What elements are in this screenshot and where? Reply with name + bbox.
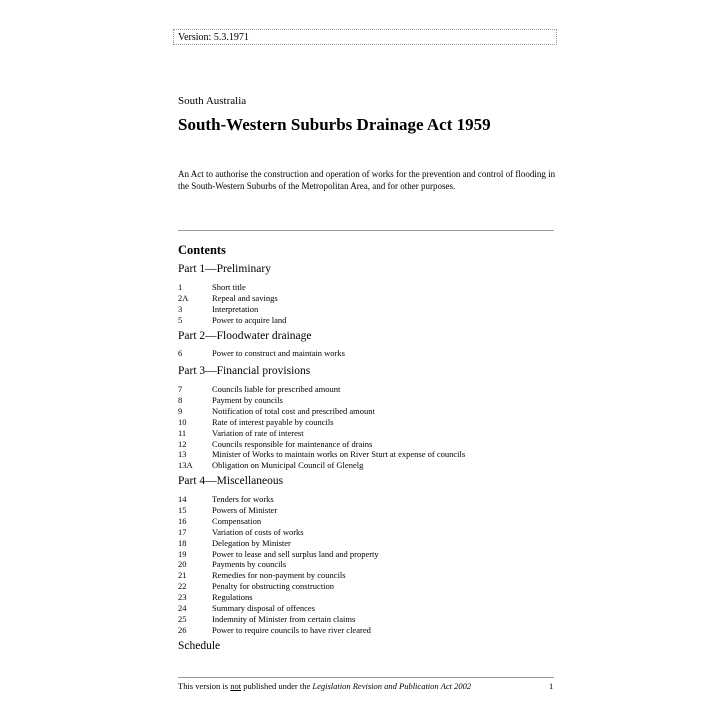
part-heading[interactable]: Part 3—Financial provisions	[178, 365, 311, 377]
section-number: 6	[178, 348, 183, 358]
section-title: Compensation	[212, 515, 262, 526]
section-number: 3	[178, 303, 183, 314]
section-number: 21	[178, 570, 187, 581]
toc-entry[interactable]	[178, 406, 375, 417]
toc-entry[interactable]	[178, 614, 355, 625]
footer-act-name: Legislation Revision and Publication Act 2002	[312, 681, 472, 691]
section-title: Tenders for works	[212, 494, 274, 504]
section-number: 14	[178, 494, 187, 504]
toc-entry[interactable]	[178, 494, 274, 505]
section-number: 12	[178, 438, 187, 449]
section-title: Interpretation	[212, 303, 259, 314]
long-title: An Act to authorise the construction and operation of works for the prevention and control of flooding in the South-Western Suburbs of the Metropolitan Area, and for other purposes.	[178, 169, 556, 191]
section-number: 10	[178, 416, 187, 427]
toc-entry[interactable]	[178, 527, 304, 538]
section-number: 24	[178, 603, 187, 613]
section-title: Repeal and savings	[212, 292, 278, 303]
section-number: 20	[178, 559, 187, 570]
toc-entry[interactable]	[178, 581, 334, 592]
section-title: Variation of costs of works	[212, 526, 304, 537]
toc-entry[interactable]	[178, 439, 372, 450]
toc-entry[interactable]	[178, 549, 379, 560]
section-title: Short title	[212, 282, 246, 292]
section-number: 5	[178, 314, 183, 325]
section-title: Notification of total cost and prescribed amount	[212, 405, 375, 416]
section-number: 16	[178, 515, 187, 526]
toc-entry[interactable]	[178, 516, 261, 527]
toc-entry[interactable]	[178, 570, 346, 581]
footer-divider	[178, 677, 554, 678]
section-number: 7	[178, 384, 183, 394]
section-number: 13	[178, 449, 187, 460]
footer-text-underlined: not	[230, 681, 242, 691]
section-title: Power to lease and sell surplus land and property	[212, 548, 379, 559]
section-number: 8	[178, 394, 183, 405]
section-title: Minister of Works to maintain works on River Sturt at expense of councils	[212, 449, 466, 460]
section-title: Councils liable for prescribed amount	[212, 384, 341, 394]
toc-entry[interactable]	[178, 293, 278, 304]
section-title: Summary disposal of offences	[212, 603, 316, 613]
toc-entry[interactable]	[178, 384, 340, 395]
section-title: Councils responsible for maintenance of drains	[212, 438, 373, 449]
toc-entry[interactable]	[178, 460, 363, 471]
section-title: Payment by councils	[212, 394, 283, 405]
section-title: Payments by councils	[212, 559, 287, 570]
toc-entry[interactable]	[178, 428, 304, 439]
footer-text-middle: published under the	[241, 681, 313, 691]
section-title: Variation of rate of interest	[212, 427, 304, 438]
toc-entry[interactable]	[178, 348, 345, 359]
section-number: 23	[178, 592, 187, 603]
toc-entry[interactable]	[178, 395, 283, 406]
section-title: Obligation on Municipal Council of Glenelg	[212, 460, 364, 471]
section-title: Remedies for non-payment by councils	[212, 570, 346, 581]
toc-entry[interactable]	[178, 592, 253, 603]
toc-entry[interactable]	[178, 559, 286, 570]
part-heading[interactable]: Part 2—Floodwater drainage	[178, 330, 312, 342]
toc-entry[interactable]	[178, 625, 371, 636]
section-number: 18	[178, 537, 187, 548]
section-title: Regulations	[212, 592, 253, 603]
page-number: 1	[549, 681, 554, 691]
jurisdiction: South Australia	[178, 95, 247, 107]
section-number: 17	[178, 526, 187, 537]
schedule-heading[interactable]: Schedule	[178, 640, 221, 652]
toc-entry[interactable]	[178, 315, 286, 326]
section-number: 25	[178, 613, 187, 624]
toc-entry[interactable]	[178, 417, 334, 428]
toc-entry[interactable]	[178, 449, 465, 460]
section-title: Power to acquire land	[212, 314, 287, 325]
section-number: 2A	[178, 292, 189, 303]
section-title: Power to require councils to have river cleared	[212, 624, 371, 635]
version-box	[173, 29, 557, 45]
divider	[178, 230, 554, 231]
section-title: Indemnity of Minister from certain claims	[212, 613, 356, 624]
toc-entry[interactable]	[178, 304, 258, 315]
toc-entry[interactable]	[178, 282, 246, 293]
footer-note	[178, 681, 471, 691]
section-number: 13A	[178, 460, 193, 471]
act-title: South-Western Suburbs Drainage Act 1959	[178, 115, 491, 134]
section-number: 26	[178, 624, 187, 635]
section-title: Rate of interest payable by councils	[212, 416, 334, 427]
section-number: 11	[178, 427, 187, 438]
toc-entry[interactable]	[178, 603, 315, 614]
section-number: 22	[178, 581, 187, 592]
section-number: 9	[178, 405, 183, 416]
section-number: 1	[178, 282, 183, 292]
section-title: Penalty for obstructing construction	[212, 581, 335, 592]
part-heading[interactable]: Part 4—Miscellaneous	[178, 475, 284, 487]
section-number: 15	[178, 504, 187, 515]
contents-heading: Contents	[178, 243, 226, 257]
section-title: Powers of Minister	[212, 504, 278, 515]
toc-entry[interactable]	[178, 538, 291, 549]
section-title: Power to construct and maintain works	[212, 348, 345, 358]
part-heading[interactable]: Part 1—Preliminary	[178, 263, 271, 275]
footer-text-before: This version is	[178, 681, 231, 691]
version-label: Version: 5.3.1971	[178, 32, 249, 43]
section-title: Delegation by Minister	[212, 537, 291, 548]
section-number: 19	[178, 548, 187, 559]
toc-entry[interactable]	[178, 505, 277, 516]
